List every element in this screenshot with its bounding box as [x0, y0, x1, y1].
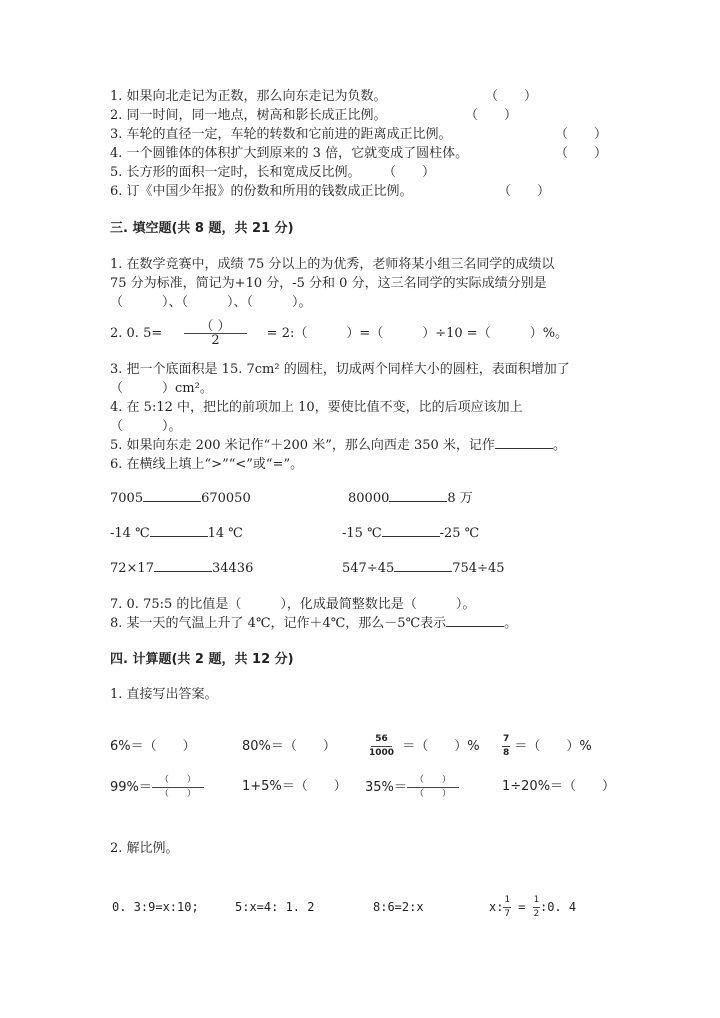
compare-row-2-left: -14 ℃ 14 ℃	[110, 526, 243, 541]
proportion-3[interactable]: 8:6=2:x	[373, 900, 424, 914]
calc-item-35pct[interactable]: 35%＝ $\frac{( )}{( )}$	[365, 774, 459, 801]
judge-item-6: 6. 订《中国少年报》的份数和所用的钱数成正比例。	[110, 184, 413, 199]
fill-q3-line1: 3. 把一个底面积是 15. 7cm² 的圆柱，切成两个同样大小的圆柱，表面积增加了	[110, 362, 570, 377]
fill-q2-rest[interactable]: = 2:（ ）=（ ）÷10 =（ ）%。	[266, 326, 569, 341]
fill-q7[interactable]: 7. 0. 75:5 的比值是（ ），化成最简整数比是（ ）。	[110, 597, 476, 612]
compare-row-1-left: 7005 670050	[110, 491, 251, 506]
judge-answer-6[interactable]: （ ）	[498, 184, 551, 199]
fill-q1-line1: 1. 在数学竞赛中，成绩 75 分以上的为优秀，老师将某小组三名同学的成绩以	[110, 257, 555, 272]
section3-title: 三. 填空题(共 8 题，共 21 分)	[110, 221, 294, 236]
fill-q4-line2[interactable]: （ ）。	[110, 419, 182, 434]
calc-item-1div20pct[interactable]: 1÷20%＝（ ）	[502, 779, 616, 794]
judge-answer-2[interactable]: （ ）	[465, 108, 518, 123]
fill-q2	[110, 320, 568, 347]
fill-q2-fraction[interactable]: $\frac{( )}{2}$	[184, 320, 246, 347]
compare-row-2-right: -15 ℃ -25 ℃	[342, 526, 480, 541]
compare-row-3-left: 72×17 34436	[110, 561, 254, 576]
judge-answer-3[interactable]: （ ）	[555, 127, 608, 142]
fill-q1-line2: 75 分为标准，简记为+10 分，-5 分和 0 分，这三名同学的实际成绩分别是	[110, 276, 547, 291]
fill-q6: 6. 在横线上填上“>”“<”或“=”。	[110, 457, 304, 472]
compare-row-3-right: 547÷45 754÷45	[342, 561, 505, 576]
fraction-blank[interactable]: $\frac{( )}{( )}$	[152, 774, 204, 801]
fraction: $\frac{7}{8}$	[503, 734, 510, 758]
judge-item-3: 3. 车轮的直径一定，车轮的转数和它前进的距离成正比例。	[110, 127, 452, 142]
judge-answer-5[interactable]: （ ）	[383, 165, 436, 180]
fraction-blank[interactable]: $\frac{( )}{( )}$	[407, 774, 459, 801]
calc-item-7-8[interactable]: $\frac{7}{8}$ ＝（ ）%	[503, 734, 592, 758]
compare-blank[interactable]	[143, 489, 201, 502]
proportion-1[interactable]: 0. 3:9=x:10;	[112, 900, 199, 914]
fraction: $\frac{56}{1000}$	[369, 734, 395, 758]
calc-item-99pct[interactable]: 99%＝ $\frac{( )}{( )}$	[110, 774, 204, 801]
compare-blank[interactable]	[389, 489, 447, 502]
compare-blank[interactable]	[394, 559, 452, 572]
fill-q5: 5. 如果向东走 200 米记作“＋200 米”，那么向西走 350 米，记作 。	[110, 438, 566, 453]
calc-item-1plus5pct[interactable]: 1+5%＝（ ）	[242, 779, 347, 794]
calc-item-80pct[interactable]: 80%＝（ ）	[242, 739, 336, 754]
calc-q1-title: 1. 直接写出答案。	[110, 687, 218, 702]
compare-blank[interactable]	[150, 524, 208, 537]
fraction: $\frac{1}{7}$	[504, 895, 510, 919]
section4-title: 四. 计算题(共 2 题，共 12 分)	[110, 652, 294, 667]
judge-item-1: 1. 如果向北走记为正数，那么向东走记为负数。	[110, 89, 387, 104]
judge-item-5: 5. 长方形的面积一定时，长和宽成反比例。	[110, 165, 361, 180]
compare-blank[interactable]	[382, 524, 440, 537]
compare-row-1-right: 80000 8 万	[348, 491, 473, 506]
calc-item-6pct[interactable]: 6%＝（ ）	[110, 739, 196, 754]
fill-q2-prefix: 2. 0. 5=	[110, 326, 163, 341]
fill-q5-blank[interactable]	[495, 436, 553, 449]
calc-item-56-1000[interactable]: $\frac{56}{1000}$ ＝（ ）%	[365, 733, 480, 760]
judge-answer-4[interactable]: （ ）	[555, 146, 608, 161]
judge-item-4: 4. 一个圆锥体的体积扩大到原来的 3 倍，它就变成了圆柱体。	[110, 146, 469, 161]
calc-q2-title: 2. 解比例。	[110, 841, 179, 856]
fill-q8-blank[interactable]	[446, 614, 504, 627]
proportion-2[interactable]: 5:x=4: 1. 2	[235, 900, 315, 914]
judge-answer-1[interactable]: （ ）	[485, 89, 538, 104]
fill-q3-line2[interactable]: （ ）cm²。	[110, 381, 213, 396]
fill-q1-blanks[interactable]: （ ）、（ ）、（ ）。	[110, 295, 312, 310]
fill-q8: 8. 某一天的气温上升了 4℃，记作＋4℃，那么－5℃表示 。	[110, 616, 518, 631]
fill-q4-line1: 4. 在 5:12 中，把比的前项加上 10，要使比值不变，比的后项应该加上	[110, 400, 523, 415]
compare-blank[interactable]	[154, 559, 212, 572]
judge-item-2: 2. 同一时间，同一地点，树高和影长成正比例。	[110, 108, 387, 123]
proportion-4[interactable]: x: $\frac{1}{7}$ = $\frac{1}{2}$ :0. 4	[489, 895, 577, 919]
fraction: $\frac{1}{2}$	[533, 895, 539, 919]
